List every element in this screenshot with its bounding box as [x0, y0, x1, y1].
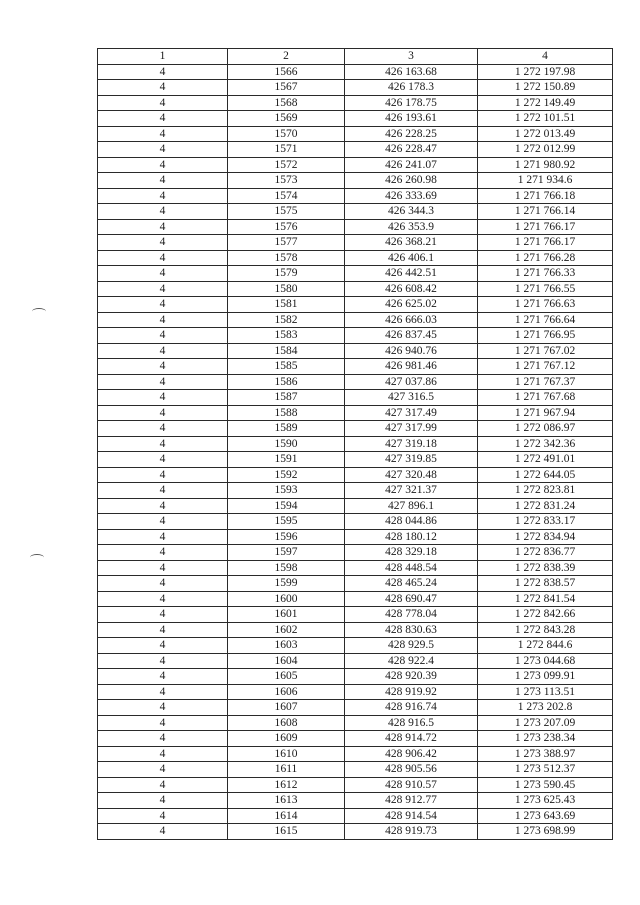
table-cell-col-4: 1 272 823.81	[478, 483, 613, 499]
table-row	[98, 808, 613, 824]
table-cell-col-4: 1 271 766.17	[478, 235, 613, 251]
table-cell-col-1: 4	[98, 746, 228, 762]
table-row	[98, 824, 613, 840]
table-cell-col-4: 1 273 643.69	[478, 808, 613, 824]
table-cell-col-1: 4	[98, 591, 228, 607]
table-cell-col-4: 1 273 202.8	[478, 700, 613, 716]
table-cell-col-2: 1609	[228, 731, 345, 747]
table-cell-col-4: 1 271 980.92	[478, 157, 613, 173]
table-cell-col-2: 1587	[228, 390, 345, 406]
table-cell-col-3: 426 178.75	[345, 95, 478, 111]
table-row	[98, 235, 613, 251]
table-cell-col-2: 1589	[228, 421, 345, 437]
table-cell-col-1: 4	[98, 467, 228, 483]
table-cell-col-2: 1598	[228, 560, 345, 576]
table-cell-col-3: 428 044.86	[345, 514, 478, 530]
table-row	[98, 467, 613, 483]
table-cell-col-3: 428 916.74	[345, 700, 478, 716]
table-row	[98, 64, 613, 80]
table-cell-col-3: 428 448.54	[345, 560, 478, 576]
table-cell-col-2: 1567	[228, 80, 345, 96]
table-cell-col-4: 1 272 644.05	[478, 467, 613, 483]
table-row	[98, 622, 613, 638]
table-cell-col-1: 4	[98, 281, 228, 297]
table-cell-col-2: 1571	[228, 142, 345, 158]
table-cell-col-3: 426 666.03	[345, 312, 478, 328]
table-row	[98, 266, 613, 282]
table-cell-col-2: 1613	[228, 793, 345, 809]
table-cell-col-3: 428 922.4	[345, 653, 478, 669]
table-cell-col-1: 4	[98, 622, 228, 638]
table-cell-col-3: 426 241.07	[345, 157, 478, 173]
table-cell-col-4: 1 271 967.94	[478, 405, 613, 421]
table-row	[98, 638, 613, 654]
table-row	[98, 669, 613, 685]
table-cell-col-2: 1606	[228, 684, 345, 700]
table-cell-col-3: 428 919.92	[345, 684, 478, 700]
table-cell-col-1: 4	[98, 452, 228, 468]
column-header-1: 1	[98, 49, 228, 65]
table-cell-col-3: 428 690.47	[345, 591, 478, 607]
table-cell-col-4: 1 272 842.66	[478, 607, 613, 623]
table-row	[98, 591, 613, 607]
table-row	[98, 731, 613, 747]
table-cell-col-4: 1 271 766.17	[478, 219, 613, 235]
table-row	[98, 390, 613, 406]
table-cell-col-4: 1 272 836.77	[478, 545, 613, 561]
table-cell-col-2: 1608	[228, 715, 345, 731]
table-cell-col-4: 1 272 086.97	[478, 421, 613, 437]
table-cell-col-1: 4	[98, 498, 228, 514]
table-cell-col-3: 426 260.98	[345, 173, 478, 189]
table-row	[98, 560, 613, 576]
table-cell-col-1: 4	[98, 266, 228, 282]
table-cell-col-2: 1568	[228, 95, 345, 111]
binding-hole-mark	[32, 308, 46, 315]
table-cell-col-1: 4	[98, 312, 228, 328]
table-cell-col-2: 1569	[228, 111, 345, 127]
table-cell-col-1: 4	[98, 359, 228, 375]
table-cell-col-3: 427 316.5	[345, 390, 478, 406]
table-cell-col-1: 4	[98, 111, 228, 127]
table-cell-col-2: 1566	[228, 64, 345, 80]
table-row	[98, 374, 613, 390]
column-header-2: 2	[228, 49, 345, 65]
table-cell-col-3: 428 920.39	[345, 669, 478, 685]
table-row	[98, 793, 613, 809]
table-cell-col-4: 1 271 767.68	[478, 390, 613, 406]
table-cell-col-1: 4	[98, 142, 228, 158]
table-cell-col-3: 427 319.85	[345, 452, 478, 468]
table-cell-col-3: 426 353.9	[345, 219, 478, 235]
table-cell-col-4: 1 272 844.6	[478, 638, 613, 654]
table-cell-col-4: 1 272 012.99	[478, 142, 613, 158]
table-cell-col-3: 426 228.47	[345, 142, 478, 158]
table-cell-col-2: 1576	[228, 219, 345, 235]
table-cell-col-1: 4	[98, 545, 228, 561]
table-row	[98, 281, 613, 297]
table-cell-col-4: 1 271 934.6	[478, 173, 613, 189]
table-cell-col-2: 1580	[228, 281, 345, 297]
table-cell-col-2: 1590	[228, 436, 345, 452]
table-cell-col-1: 4	[98, 684, 228, 700]
table-cell-col-3: 426 981.46	[345, 359, 478, 375]
table-cell-col-1: 4	[98, 219, 228, 235]
table-cell-col-3: 426 178.3	[345, 80, 478, 96]
table-cell-col-4: 1 273 207.09	[478, 715, 613, 731]
table-cell-col-1: 4	[98, 405, 228, 421]
table-cell-col-4: 1 272 838.39	[478, 560, 613, 576]
table-cell-col-3: 428 919.73	[345, 824, 478, 840]
table-cell-col-1: 4	[98, 173, 228, 189]
table-cell-col-1: 4	[98, 204, 228, 220]
table-row	[98, 328, 613, 344]
table-cell-col-2: 1572	[228, 157, 345, 173]
table-cell-col-1: 4	[98, 731, 228, 747]
table-cell-col-1: 4	[98, 607, 228, 623]
table-cell-col-1: 4	[98, 576, 228, 592]
table-cell-col-2: 1578	[228, 250, 345, 266]
table-row	[98, 777, 613, 793]
table-cell-col-2: 1597	[228, 545, 345, 561]
table-row	[98, 529, 613, 545]
table-row	[98, 545, 613, 561]
table-cell-col-2: 1615	[228, 824, 345, 840]
table-cell-col-3: 426 625.02	[345, 297, 478, 313]
table-cell-col-4: 1 273 698.99	[478, 824, 613, 840]
table-cell-col-4: 1 271 767.12	[478, 359, 613, 375]
table-cell-col-3: 426 344.3	[345, 204, 478, 220]
table-cell-col-2: 1591	[228, 452, 345, 468]
table-row	[98, 746, 613, 762]
table-cell-col-2: 1594	[228, 498, 345, 514]
table-cell-col-1: 4	[98, 777, 228, 793]
table-row	[98, 157, 613, 173]
table-row	[98, 483, 613, 499]
coordinates-table	[97, 48, 613, 840]
table-cell-col-4: 1 272 834.94	[478, 529, 613, 545]
table-body	[98, 64, 613, 839]
table-row	[98, 607, 613, 623]
table-cell-col-1: 4	[98, 514, 228, 530]
table-row	[98, 514, 613, 530]
table-cell-col-1: 4	[98, 808, 228, 824]
column-header-4: 4	[478, 49, 613, 65]
table-row	[98, 343, 613, 359]
table-cell-col-1: 4	[98, 343, 228, 359]
table-cell-col-2: 1588	[228, 405, 345, 421]
table-cell-col-3: 428 329.18	[345, 545, 478, 561]
table-cell-col-3: 428 830.63	[345, 622, 478, 638]
table-row	[98, 250, 613, 266]
table-cell-col-3: 428 778.04	[345, 607, 478, 623]
table-cell-col-4: 1 272 101.51	[478, 111, 613, 127]
table-cell-col-2: 1607	[228, 700, 345, 716]
table-row	[98, 684, 613, 700]
table-cell-col-4: 1 272 833.17	[478, 514, 613, 530]
table-cell-col-3: 428 914.72	[345, 731, 478, 747]
table-cell-col-2: 1586	[228, 374, 345, 390]
table-cell-col-1: 4	[98, 436, 228, 452]
table-cell-col-3: 427 317.99	[345, 421, 478, 437]
table-cell-col-3: 428 929.5	[345, 638, 478, 654]
table-cell-col-3: 427 317.49	[345, 405, 478, 421]
table-cell-col-4: 1 273 044.68	[478, 653, 613, 669]
table-row	[98, 173, 613, 189]
table-cell-col-2: 1575	[228, 204, 345, 220]
table-row	[98, 204, 613, 220]
table-row	[98, 436, 613, 452]
table-cell-col-2: 1601	[228, 607, 345, 623]
table-cell-col-4: 1 271 766.33	[478, 266, 613, 282]
table-cell-col-2: 1582	[228, 312, 345, 328]
table-cell-col-4: 1 273 625.43	[478, 793, 613, 809]
table-cell-col-2: 1599	[228, 576, 345, 592]
table-header-row	[98, 49, 613, 65]
table-cell-col-3: 428 912.77	[345, 793, 478, 809]
table-cell-col-2: 1579	[228, 266, 345, 282]
table-cell-col-2: 1595	[228, 514, 345, 530]
table-cell-col-3: 428 914.54	[345, 808, 478, 824]
table-cell-col-1: 4	[98, 638, 228, 654]
table-cell-col-2: 1581	[228, 297, 345, 313]
table-cell-col-3: 426 406.1	[345, 250, 478, 266]
table-cell-col-3: 427 320.48	[345, 467, 478, 483]
table-cell-col-1: 4	[98, 529, 228, 545]
table-row	[98, 653, 613, 669]
table-cell-col-2: 1577	[228, 235, 345, 251]
table-cell-col-1: 4	[98, 421, 228, 437]
table-cell-col-2: 1585	[228, 359, 345, 375]
table-cell-col-2: 1593	[228, 483, 345, 499]
table-cell-col-4: 1 272 831.24	[478, 498, 613, 514]
table-cell-col-1: 4	[98, 80, 228, 96]
table-cell-col-4: 1 273 512.37	[478, 762, 613, 778]
table-cell-col-4: 1 272 150.89	[478, 80, 613, 96]
table-cell-col-1: 4	[98, 762, 228, 778]
table-cell-col-4: 1 271 766.63	[478, 297, 613, 313]
table-row	[98, 762, 613, 778]
table-cell-col-1: 4	[98, 235, 228, 251]
table-cell-col-4: 1 273 238.34	[478, 731, 613, 747]
table-cell-col-1: 4	[98, 793, 228, 809]
binding-hole-mark	[30, 554, 44, 561]
table-cell-col-2: 1600	[228, 591, 345, 607]
table-cell-col-1: 4	[98, 560, 228, 576]
table-cell-col-2: 1573	[228, 173, 345, 189]
table-cell-col-3: 426 228.25	[345, 126, 478, 142]
table-cell-col-3: 426 368.21	[345, 235, 478, 251]
table-cell-col-1: 4	[98, 95, 228, 111]
table-row	[98, 498, 613, 514]
table-cell-col-4: 1 271 767.37	[478, 374, 613, 390]
column-header-3: 3	[345, 49, 478, 65]
table-cell-col-3: 428 180.12	[345, 529, 478, 545]
table-cell-col-1: 4	[98, 700, 228, 716]
table-cell-col-3: 427 896.1	[345, 498, 478, 514]
table-cell-col-4: 1 272 838.57	[478, 576, 613, 592]
table-row	[98, 405, 613, 421]
table-cell-col-4: 1 271 766.95	[478, 328, 613, 344]
table-cell-col-3: 426 193.61	[345, 111, 478, 127]
table-cell-col-2: 1611	[228, 762, 345, 778]
table-cell-col-2: 1612	[228, 777, 345, 793]
table-cell-col-4: 1 273 113.51	[478, 684, 613, 700]
table-cell-col-1: 4	[98, 188, 228, 204]
table-row	[98, 80, 613, 96]
table-cell-col-1: 4	[98, 297, 228, 313]
table-cell-col-3: 428 910.57	[345, 777, 478, 793]
table-cell-col-3: 427 319.18	[345, 436, 478, 452]
table-cell-col-1: 4	[98, 157, 228, 173]
table-cell-col-4: 1 272 013.49	[478, 126, 613, 142]
table-row	[98, 126, 613, 142]
table-cell-col-4: 1 272 843.28	[478, 622, 613, 638]
table-cell-col-1: 4	[98, 328, 228, 344]
table-cell-col-1: 4	[98, 483, 228, 499]
table-cell-col-4: 1 272 491.01	[478, 452, 613, 468]
table-cell-col-3: 427 037.86	[345, 374, 478, 390]
table-cell-col-1: 4	[98, 824, 228, 840]
table-cell-col-4: 1 272 149.49	[478, 95, 613, 111]
table-cell-col-3: 426 163.68	[345, 64, 478, 80]
table-cell-col-4: 1 273 099.91	[478, 669, 613, 685]
table-cell-col-2: 1584	[228, 343, 345, 359]
table-row	[98, 95, 613, 111]
table-cell-col-2: 1596	[228, 529, 345, 545]
table-cell-col-4: 1 272 841.54	[478, 591, 613, 607]
table-cell-col-3: 427 321.37	[345, 483, 478, 499]
table-cell-col-4: 1 273 590.45	[478, 777, 613, 793]
table-cell-col-2: 1610	[228, 746, 345, 762]
table-cell-col-1: 4	[98, 64, 228, 80]
table-cell-col-2: 1574	[228, 188, 345, 204]
table-cell-col-4: 1 271 766.28	[478, 250, 613, 266]
table-cell-col-3: 426 442.51	[345, 266, 478, 282]
table-cell-col-2: 1604	[228, 653, 345, 669]
table-cell-col-2: 1605	[228, 669, 345, 685]
table-cell-col-4: 1 271 766.18	[478, 188, 613, 204]
table-row	[98, 188, 613, 204]
table-cell-col-1: 4	[98, 250, 228, 266]
table-row	[98, 452, 613, 468]
table-row	[98, 576, 613, 592]
table-cell-col-4: 1 273 388.97	[478, 746, 613, 762]
table-cell-col-4: 1 271 766.64	[478, 312, 613, 328]
table-cell-col-1: 4	[98, 715, 228, 731]
table-cell-col-2: 1603	[228, 638, 345, 654]
table-cell-col-1: 4	[98, 374, 228, 390]
table-cell-col-1: 4	[98, 126, 228, 142]
table-cell-col-4: 1 271 766.55	[478, 281, 613, 297]
table-cell-col-3: 428 916.5	[345, 715, 478, 731]
table-cell-col-3: 428 906.42	[345, 746, 478, 762]
table-cell-col-4: 1 272 342.36	[478, 436, 613, 452]
table-cell-col-1: 4	[98, 653, 228, 669]
table-cell-col-3: 426 940.76	[345, 343, 478, 359]
table-cell-col-2: 1614	[228, 808, 345, 824]
table-cell-col-3: 426 608.42	[345, 281, 478, 297]
table-row	[98, 219, 613, 235]
table-cell-col-2: 1570	[228, 126, 345, 142]
table-cell-col-1: 4	[98, 669, 228, 685]
table-row	[98, 297, 613, 313]
table-cell-col-4: 1 272 197.98	[478, 64, 613, 80]
table-row	[98, 111, 613, 127]
table-cell-col-2: 1602	[228, 622, 345, 638]
table-cell-col-2: 1583	[228, 328, 345, 344]
table-row	[98, 142, 613, 158]
table-cell-col-3: 428 465.24	[345, 576, 478, 592]
table-row	[98, 700, 613, 716]
table-cell-col-3: 426 333.69	[345, 188, 478, 204]
table-cell-col-4: 1 271 767.02	[478, 343, 613, 359]
table-row	[98, 421, 613, 437]
table-cell-col-3: 426 837.45	[345, 328, 478, 344]
table-cell-col-4: 1 271 766.14	[478, 204, 613, 220]
table-row	[98, 715, 613, 731]
table-row	[98, 359, 613, 375]
table-row	[98, 312, 613, 328]
table-cell-col-3: 428 905.56	[345, 762, 478, 778]
table-cell-col-2: 1592	[228, 467, 345, 483]
table-cell-col-1: 4	[98, 390, 228, 406]
